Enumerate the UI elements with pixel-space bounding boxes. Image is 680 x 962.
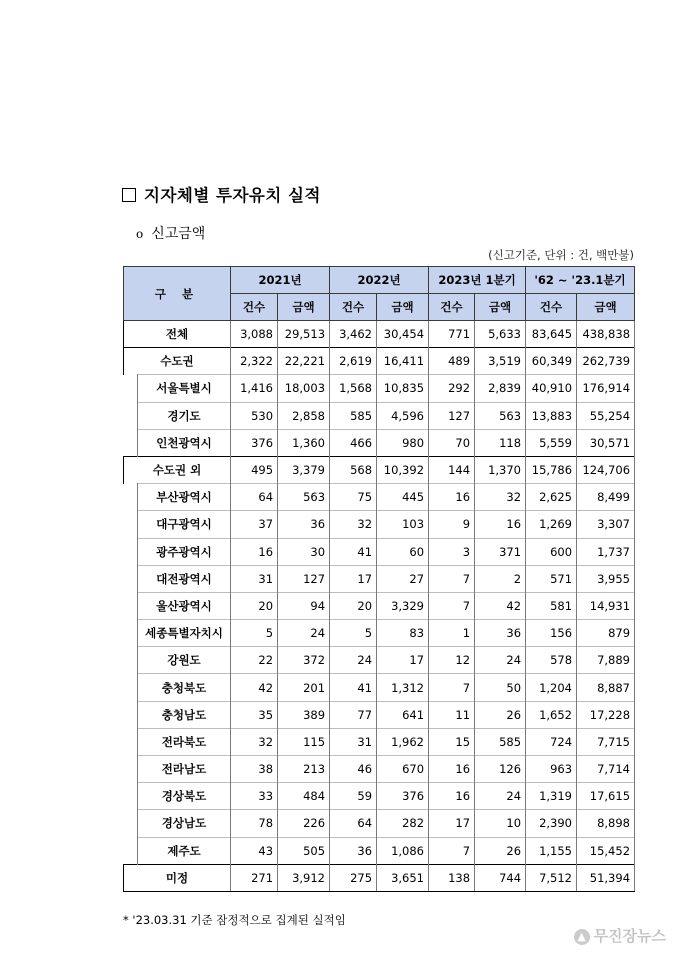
cell-count: 581 (526, 592, 577, 619)
cell-count: 7 (429, 837, 475, 864)
table-row (124, 756, 635, 783)
cell-amount: 980 (377, 429, 429, 456)
cell-amount: 126 (475, 756, 526, 783)
cell-amount: 16 (475, 511, 526, 538)
indent-spacer (124, 538, 138, 565)
table-row (124, 810, 635, 837)
indent-spacer (124, 565, 138, 592)
cell-count: 46 (330, 756, 377, 783)
cell-amount: 15,452 (577, 837, 635, 864)
table-row (124, 647, 635, 674)
header-amount: 금액 (377, 294, 429, 321)
cell-amount: 879 (577, 620, 635, 647)
cell-count: 466 (330, 429, 377, 456)
cell-count: 578 (526, 647, 577, 674)
cell-amount: 18,003 (278, 375, 330, 402)
cell-amount: 51,394 (577, 864, 635, 891)
cell-amount: 3,379 (278, 456, 330, 483)
header-gubun: 구 분 (124, 267, 231, 321)
row-label: 대구광역시 (138, 511, 231, 538)
cell-amount: 201 (278, 674, 330, 701)
cell-amount: 3,912 (278, 864, 330, 891)
cell-count: 1,568 (330, 375, 377, 402)
cell-amount: 7,714 (577, 756, 635, 783)
indent-spacer (124, 429, 138, 456)
header-period-2021: 2021년 (231, 267, 330, 294)
cell-count: 15 (429, 728, 475, 755)
watermark-text: 무진장뉴스 (593, 927, 666, 945)
cell-count: 2,625 (526, 484, 577, 511)
row-label: 수도권 외 (124, 456, 231, 483)
cell-count: 75 (330, 484, 377, 511)
table-row (124, 511, 635, 538)
cell-count: 36 (330, 837, 377, 864)
table-row (124, 701, 635, 728)
section-title (122, 182, 321, 206)
header-amount: 금액 (278, 294, 330, 321)
cell-amount: 8,499 (577, 484, 635, 511)
indent-spacer (124, 701, 138, 728)
cell-amount: 14,931 (577, 592, 635, 619)
cell-amount: 17,228 (577, 701, 635, 728)
cell-count: 77 (330, 701, 377, 728)
footnote: * '23.03.31 기준 잠정적으로 집계된 실적임 (123, 913, 346, 927)
cell-count: 3,088 (231, 321, 278, 348)
cell-count: 7 (429, 565, 475, 592)
cell-amount: 641 (377, 701, 429, 728)
cell-count: 78 (231, 810, 278, 837)
cell-count: 41 (330, 538, 377, 565)
cell-count: 13,883 (526, 402, 577, 429)
cell-amount: 1,360 (278, 429, 330, 456)
header-count: 건수 (526, 294, 577, 321)
table-header-row-periods (124, 267, 635, 294)
cell-count: 64 (231, 484, 278, 511)
cell-count: 24 (330, 647, 377, 674)
cell-amount: 563 (278, 484, 330, 511)
row-label: 강원도 (138, 647, 231, 674)
table-row (124, 538, 635, 565)
cell-count: 12 (429, 647, 475, 674)
table-row (124, 837, 635, 864)
cell-amount: 8,887 (577, 674, 635, 701)
cell-amount: 445 (377, 484, 429, 511)
row-label: 대전광역시 (138, 565, 231, 592)
cell-count: 83,645 (526, 321, 577, 348)
header-count: 건수 (429, 294, 475, 321)
cell-count: 35 (231, 701, 278, 728)
cell-count: 156 (526, 620, 577, 647)
cell-count: 22 (231, 647, 278, 674)
table-row (124, 484, 635, 511)
cell-amount: 60 (377, 538, 429, 565)
cell-count: 271 (231, 864, 278, 891)
cell-count: 1,416 (231, 375, 278, 402)
cell-amount: 1,370 (475, 456, 526, 483)
unit-note: (신고기준, 단위 : 건, 백만불) (488, 248, 634, 262)
cell-count: 127 (429, 402, 475, 429)
table-row (124, 592, 635, 619)
cell-amount: 10 (475, 810, 526, 837)
indent-spacer (124, 620, 138, 647)
cell-count: 1 (429, 620, 475, 647)
cell-amount: 262,739 (577, 348, 635, 375)
cell-count: 38 (231, 756, 278, 783)
indent-spacer (124, 674, 138, 701)
section-title-text: 지자체별 투자유치 실적 (144, 186, 321, 205)
row-label: 서울특별시 (138, 375, 231, 402)
header-period-2023q1: 2023년 1분기 (429, 267, 526, 294)
cell-amount: 36 (278, 511, 330, 538)
cell-amount: 30,571 (577, 429, 635, 456)
cell-count: 15,786 (526, 456, 577, 483)
cell-amount: 376 (377, 783, 429, 810)
cell-amount: 282 (377, 810, 429, 837)
cell-count: 60,349 (526, 348, 577, 375)
table-row (124, 375, 635, 402)
cell-count: 1,319 (526, 783, 577, 810)
cell-count: 16 (429, 756, 475, 783)
news-logo-icon: ▲ (574, 929, 590, 945)
cell-count: 3,462 (330, 321, 377, 348)
cell-amount: 2,858 (278, 402, 330, 429)
cell-amount: 389 (278, 701, 330, 728)
row-label: 인천광역시 (138, 429, 231, 456)
row-label: 세종특별자치시 (138, 620, 231, 647)
cell-amount: 3,651 (377, 864, 429, 891)
cell-count: 376 (231, 429, 278, 456)
cell-amount: 17,615 (577, 783, 635, 810)
indent-spacer (124, 783, 138, 810)
row-label: 부산광역시 (138, 484, 231, 511)
row-label: 경상북도 (138, 783, 231, 810)
cell-amount: 118 (475, 429, 526, 456)
cell-amount: 5,633 (475, 321, 526, 348)
cell-amount: 24 (278, 620, 330, 647)
cell-amount: 50 (475, 674, 526, 701)
indent-spacer (124, 756, 138, 783)
row-label: 미정 (124, 864, 231, 891)
indent-spacer (124, 647, 138, 674)
header-period-2022: 2022년 (330, 267, 429, 294)
cell-count: 5 (330, 620, 377, 647)
cell-amount: 26 (475, 701, 526, 728)
cell-amount: 371 (475, 538, 526, 565)
indent-spacer (124, 810, 138, 837)
cell-count: 495 (231, 456, 278, 483)
cell-count: 138 (429, 864, 475, 891)
table-row (124, 674, 635, 701)
row-label: 충청북도 (138, 674, 231, 701)
header-amount: 금액 (475, 294, 526, 321)
cell-count: 2,322 (231, 348, 278, 375)
cell-count: 489 (429, 348, 475, 375)
indent-spacer (124, 592, 138, 619)
cell-amount: 1,312 (377, 674, 429, 701)
cell-count: 1,652 (526, 701, 577, 728)
cell-amount: 27 (377, 565, 429, 592)
cell-count: 16 (429, 484, 475, 511)
cell-amount: 585 (475, 728, 526, 755)
cell-count: 530 (231, 402, 278, 429)
cell-count: 1,204 (526, 674, 577, 701)
header-amount: 금액 (577, 294, 635, 321)
cell-amount: 36 (475, 620, 526, 647)
indent-spacer (124, 375, 138, 402)
table-row (124, 783, 635, 810)
cell-amount: 124,706 (577, 456, 635, 483)
row-label: 경상남도 (138, 810, 231, 837)
cell-amount: 3,955 (577, 565, 635, 592)
cell-amount: 3,519 (475, 348, 526, 375)
row-label: 수도권 (124, 348, 231, 375)
cell-amount: 24 (475, 647, 526, 674)
cell-count: 33 (231, 783, 278, 810)
cell-amount: 94 (278, 592, 330, 619)
cell-amount: 30 (278, 538, 330, 565)
header-count: 건수 (231, 294, 278, 321)
table-row (124, 864, 635, 891)
row-label: 경기도 (138, 402, 231, 429)
cell-count: 1,269 (526, 511, 577, 538)
cell-amount: 563 (475, 402, 526, 429)
cell-count: 41 (330, 674, 377, 701)
row-label: 제주도 (138, 837, 231, 864)
cell-count: 59 (330, 783, 377, 810)
cell-count: 7 (429, 592, 475, 619)
cell-count: 571 (526, 565, 577, 592)
indent-spacer (124, 728, 138, 755)
cell-count: 963 (526, 756, 577, 783)
indent-spacer (124, 511, 138, 538)
section-subtitle-text: 신고금액 (151, 226, 206, 242)
cell-amount: 10,392 (377, 456, 429, 483)
cell-count: 1,155 (526, 837, 577, 864)
cell-count: 20 (330, 592, 377, 619)
cell-amount: 3,329 (377, 592, 429, 619)
cell-amount: 22,221 (278, 348, 330, 375)
cell-amount: 55,254 (577, 402, 635, 429)
cell-count: 40,910 (526, 375, 577, 402)
cell-amount: 2 (475, 565, 526, 592)
indent-spacer (124, 837, 138, 864)
cell-amount: 29,513 (278, 321, 330, 348)
watermark (574, 925, 666, 946)
cell-count: 32 (231, 728, 278, 755)
cell-amount: 17 (377, 647, 429, 674)
cell-amount: 226 (278, 810, 330, 837)
circle-bullet-icon: o (136, 227, 144, 241)
table-row (124, 321, 635, 348)
cell-amount: 2,839 (475, 375, 526, 402)
cell-amount: 1,737 (577, 538, 635, 565)
cell-count: 2,619 (330, 348, 377, 375)
cell-count: 9 (429, 511, 475, 538)
cell-count: 31 (330, 728, 377, 755)
cell-amount: 30,454 (377, 321, 429, 348)
table-row (124, 348, 635, 375)
cell-amount: 1,086 (377, 837, 429, 864)
cell-count: 585 (330, 402, 377, 429)
cell-count: 37 (231, 511, 278, 538)
cell-amount: 8,898 (577, 810, 635, 837)
cell-amount: 127 (278, 565, 330, 592)
cell-amount: 1,962 (377, 728, 429, 755)
cell-amount: 26 (475, 837, 526, 864)
cell-count: 600 (526, 538, 577, 565)
cell-count: 31 (231, 565, 278, 592)
cell-count: 32 (330, 511, 377, 538)
cell-amount: 103 (377, 511, 429, 538)
cell-amount: 24 (475, 783, 526, 810)
cell-count: 7 (429, 674, 475, 701)
cell-count: 64 (330, 810, 377, 837)
cell-amount: 7,715 (577, 728, 635, 755)
cell-amount: 176,914 (577, 375, 635, 402)
checkbox-square-icon (122, 188, 136, 202)
cell-amount: 42 (475, 592, 526, 619)
row-label: 전라북도 (138, 728, 231, 755)
cell-count: 16 (231, 538, 278, 565)
row-label: 광주광역시 (138, 538, 231, 565)
indent-spacer (124, 484, 138, 511)
section-subtitle (136, 223, 205, 243)
cell-amount: 3,307 (577, 511, 635, 538)
row-label: 전라남도 (138, 756, 231, 783)
cell-amount: 505 (278, 837, 330, 864)
cell-count: 5,559 (526, 429, 577, 456)
cell-count: 292 (429, 375, 475, 402)
cell-amount: 32 (475, 484, 526, 511)
cell-amount: 670 (377, 756, 429, 783)
cell-count: 16 (429, 783, 475, 810)
cell-count: 17 (330, 565, 377, 592)
cell-count: 568 (330, 456, 377, 483)
header-count: 건수 (330, 294, 377, 321)
cell-amount: 213 (278, 756, 330, 783)
cell-count: 11 (429, 701, 475, 728)
cell-count: 144 (429, 456, 475, 483)
cell-count: 7,512 (526, 864, 577, 891)
cell-count: 724 (526, 728, 577, 755)
cell-amount: 7,889 (577, 647, 635, 674)
cell-amount: 4,596 (377, 402, 429, 429)
cell-amount: 16,411 (377, 348, 429, 375)
cell-count: 70 (429, 429, 475, 456)
investment-table (123, 266, 635, 892)
cell-count: 2,390 (526, 810, 577, 837)
table-row (124, 728, 635, 755)
cell-count: 43 (231, 837, 278, 864)
cell-count: 5 (231, 620, 278, 647)
cell-amount: 438,838 (577, 321, 635, 348)
cell-amount: 83 (377, 620, 429, 647)
cell-count: 17 (429, 810, 475, 837)
table-row (124, 620, 635, 647)
row-label: 전체 (124, 321, 231, 348)
cell-count: 42 (231, 674, 278, 701)
table-row (124, 429, 635, 456)
cell-count: 275 (330, 864, 377, 891)
row-label: 충청남도 (138, 701, 231, 728)
table-row (124, 565, 635, 592)
cell-count: 771 (429, 321, 475, 348)
cell-count: 3 (429, 538, 475, 565)
cell-amount: 484 (278, 783, 330, 810)
cell-count: 20 (231, 592, 278, 619)
table-row (124, 456, 635, 483)
header-period-cumulative: '62 ~ '23.1분기 (526, 267, 635, 294)
indent-spacer (124, 402, 138, 429)
cell-amount: 10,835 (377, 375, 429, 402)
cell-amount: 744 (475, 864, 526, 891)
row-label: 울산광역시 (138, 592, 231, 619)
cell-amount: 115 (278, 728, 330, 755)
cell-amount: 372 (278, 647, 330, 674)
table-body (124, 267, 635, 892)
table-row (124, 402, 635, 429)
